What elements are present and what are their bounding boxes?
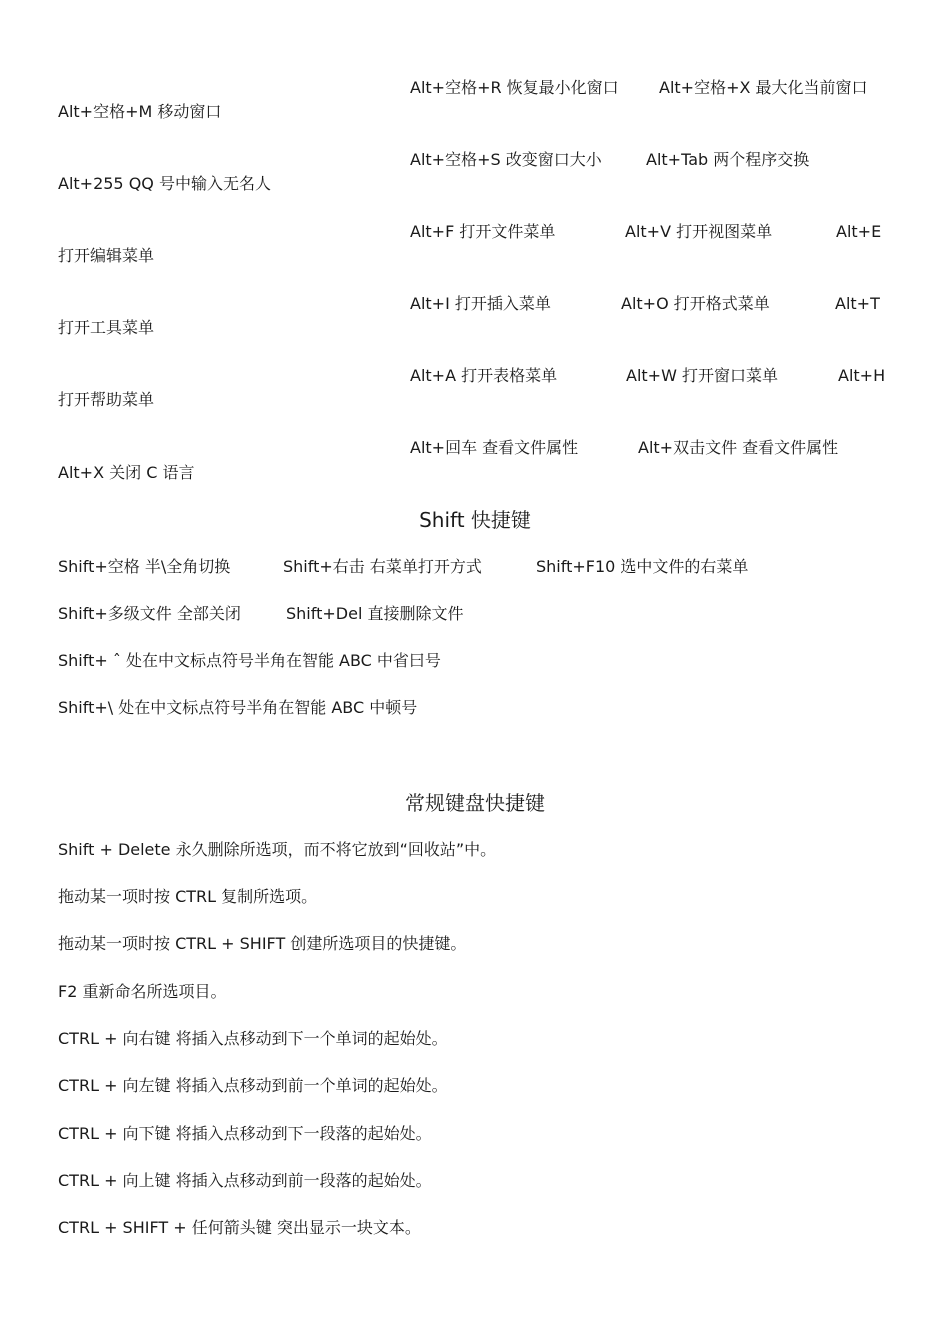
shortcut-line: CTRL + 向左键 将插入点移动到前一个单词的起始处。 bbox=[58, 1076, 448, 1095]
shortcut-item: Alt+Tab 两个程序交换 bbox=[646, 150, 810, 169]
shortcut-item: Shift+Del 直接删除文件 bbox=[286, 604, 464, 623]
shortcut-item: Alt+V 打开视图菜单 bbox=[625, 222, 773, 241]
shortcut-line: CTRL + 向上键 将插入点移动到前一段落的起始处。 bbox=[58, 1171, 432, 1190]
shortcut-line: CTRL + 向右键 将插入点移动到下一个单词的起始处。 bbox=[58, 1029, 448, 1048]
shortcut-item: 打开编辑菜单 bbox=[58, 246, 155, 265]
shortcut-line: 拖动某一项时按 CTRL 复制所选项。 bbox=[58, 887, 318, 906]
shortcut-item: Alt+F 打开文件菜单 bbox=[410, 222, 556, 241]
shortcut-item: 打开工具菜单 bbox=[58, 318, 155, 337]
shortcut-item: Alt+空格+S 改变窗口大小 bbox=[410, 150, 602, 169]
section-title: 常规键盘快捷键 bbox=[405, 791, 545, 815]
shortcut-item: Alt+X 关闭 C 语言 bbox=[58, 463, 195, 482]
shortcut-item: Shift+ ˆ 处在中文标点符号半角在智能 ABC 中省曰号 bbox=[58, 651, 441, 670]
shortcut-item: Alt+E bbox=[836, 222, 882, 241]
shortcut-line: 拖动某一项时按 CTRL + SHIFT 创建所选项目的快捷键。 bbox=[58, 934, 467, 953]
shortcut-item: Shift+\ 处在中文标点符号半角在智能 ABC 中顿号 bbox=[58, 698, 418, 717]
section-title: Shift 快捷键 bbox=[419, 508, 531, 532]
shortcut-item: Alt+I 打开插入菜单 bbox=[410, 294, 551, 313]
shortcut-item: Alt+回车 查看文件属性 bbox=[410, 438, 579, 457]
shortcut-line: Shift + Delete 永久删除所选项，而不将它放到“回收站”中。 bbox=[58, 840, 497, 859]
shortcut-item: Shift+多级文件 全部关闭 bbox=[58, 604, 241, 623]
shortcut-item: Alt+H bbox=[838, 366, 886, 385]
shortcut-line: CTRL + SHIFT + 任何箭头键 突出显示一块文本。 bbox=[58, 1218, 421, 1237]
shortcut-item: Shift+右击 右菜单打开方式 bbox=[283, 557, 482, 576]
shortcut-item: Shift+空格 半\全角切换 bbox=[58, 557, 231, 576]
shortcut-item: Alt+T bbox=[835, 294, 880, 313]
shortcut-item: Alt+255 QQ 号中输入无名人 bbox=[58, 174, 271, 193]
shortcut-item: Alt+O 打开格式菜单 bbox=[621, 294, 770, 313]
shortcut-item: Alt+空格+X 最大化当前窗口 bbox=[659, 78, 868, 97]
shortcut-item: Shift+F10 选中文件的右菜单 bbox=[536, 557, 749, 576]
shortcut-item: Alt+空格+M 移动窗口 bbox=[58, 102, 222, 121]
shortcut-item: Alt+双击文件 查看文件属性 bbox=[638, 438, 839, 457]
shortcut-item: Alt+W 打开窗口菜单 bbox=[626, 366, 778, 385]
shortcut-item: Alt+A 打开表格菜单 bbox=[410, 366, 558, 385]
shortcut-item: 打开帮助菜单 bbox=[58, 390, 155, 409]
shortcut-item: Alt+空格+R 恢复最小化窗口 bbox=[410, 78, 619, 97]
shortcut-line: CTRL + 向下键 将插入点移动到下一段落的起始处。 bbox=[58, 1124, 432, 1143]
shortcut-line: F2 重新命名所选项目。 bbox=[58, 982, 227, 1001]
